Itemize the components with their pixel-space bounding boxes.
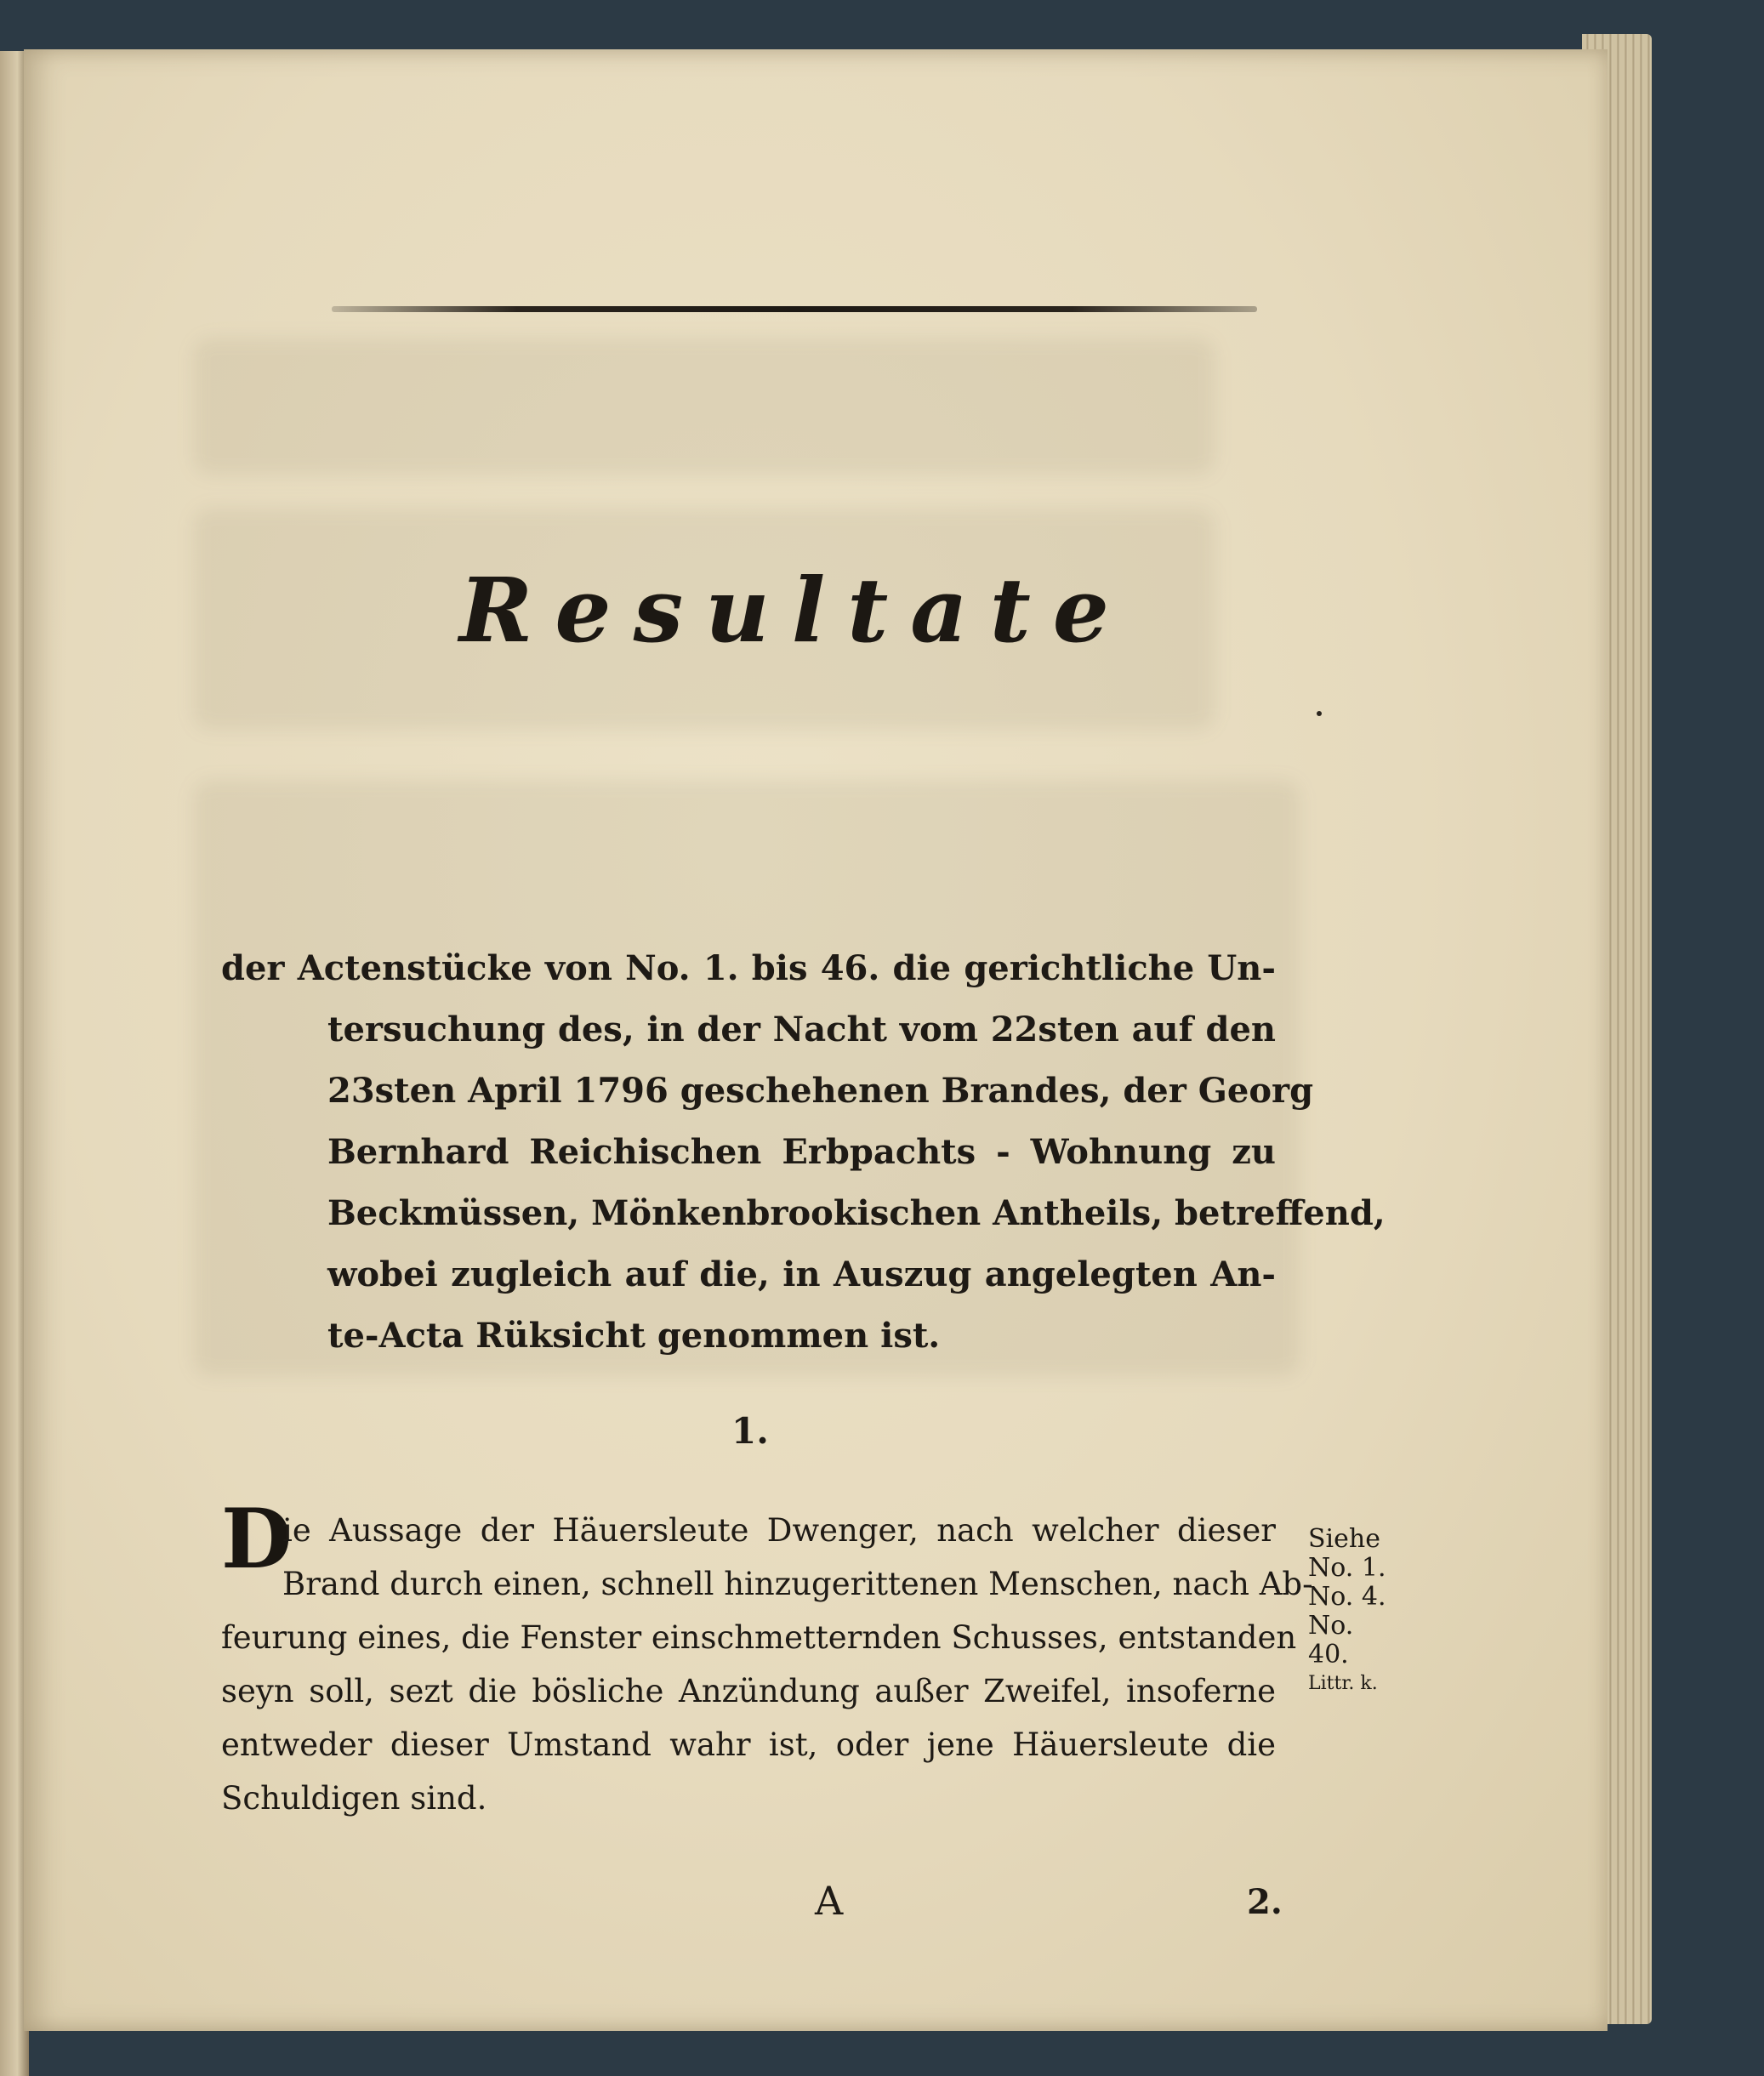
heading-line: tersuchung des, in der Nacht vom 22sten auf den: [327, 1010, 1276, 1049]
body-line: feurung eines, die Fenster einschmetternden Schusses, entstanden: [221, 1619, 1297, 1656]
body-line: Brand durch einen, schnell hinzugerittenen Menschen, nach Ab-: [282, 1566, 1313, 1602]
margin-note: [1308, 1525, 1402, 1698]
margin-note-litt: Littr. k.: [1308, 1673, 1378, 1694]
bleed-through-shadow: [194, 338, 1215, 475]
body-line: entweder dieser Umstand wahr ist, oder jene Häuersleute die: [221, 1726, 1276, 1763]
margin-note-siehe: Siehe: [1308, 1524, 1380, 1554]
heading-line: der Actenstücke von No. 1. bis 46. die gerichtliche Un-: [221, 948, 1276, 988]
body-paragraph: [221, 1491, 1313, 1825]
page-title: Resultate: [459, 558, 1131, 663]
heading-paragraph: [221, 938, 1386, 1367]
heading-line: te-Acta Rüksicht genommen ist.: [327, 1316, 941, 1356]
heading-line: Bernhard Reichischen Erbpachts - Wohnung zu: [327, 1132, 1276, 1172]
heading-line: wobei zugleich auf die, in Auszug angelegten An-: [327, 1254, 1276, 1294]
margin-note-ref: No. 4.: [1308, 1582, 1386, 1612]
catchword: 2.: [1247, 1882, 1283, 1922]
margin-note-ref: No. 1.: [1308, 1553, 1386, 1583]
body-line: Schuldigen sind.: [221, 1780, 487, 1817]
speck: [1317, 711, 1322, 716]
book-page: [24, 49, 1608, 2031]
body-line: ie Aussage der Häuersleute Dwenger, nach welcher dieser: [282, 1512, 1276, 1549]
signature-mark: A: [815, 1878, 844, 1924]
body-line: seyn soll, sezt die bösliche Anzündung außer Zweifel, insoferne: [221, 1673, 1276, 1709]
section-number: 1.: [731, 1410, 769, 1452]
heading-line: 23sten April 1796 geschehenen Brandes, der Georg: [327, 1071, 1314, 1111]
margin-note-ref: No. 40.: [1308, 1611, 1354, 1669]
drop-cap: D: [221, 1491, 293, 1587]
decorative-rule: [332, 306, 1257, 312]
heading-line: Beckmüssen, Mönkenbrookischen Antheils, betreffend,: [327, 1193, 1386, 1233]
